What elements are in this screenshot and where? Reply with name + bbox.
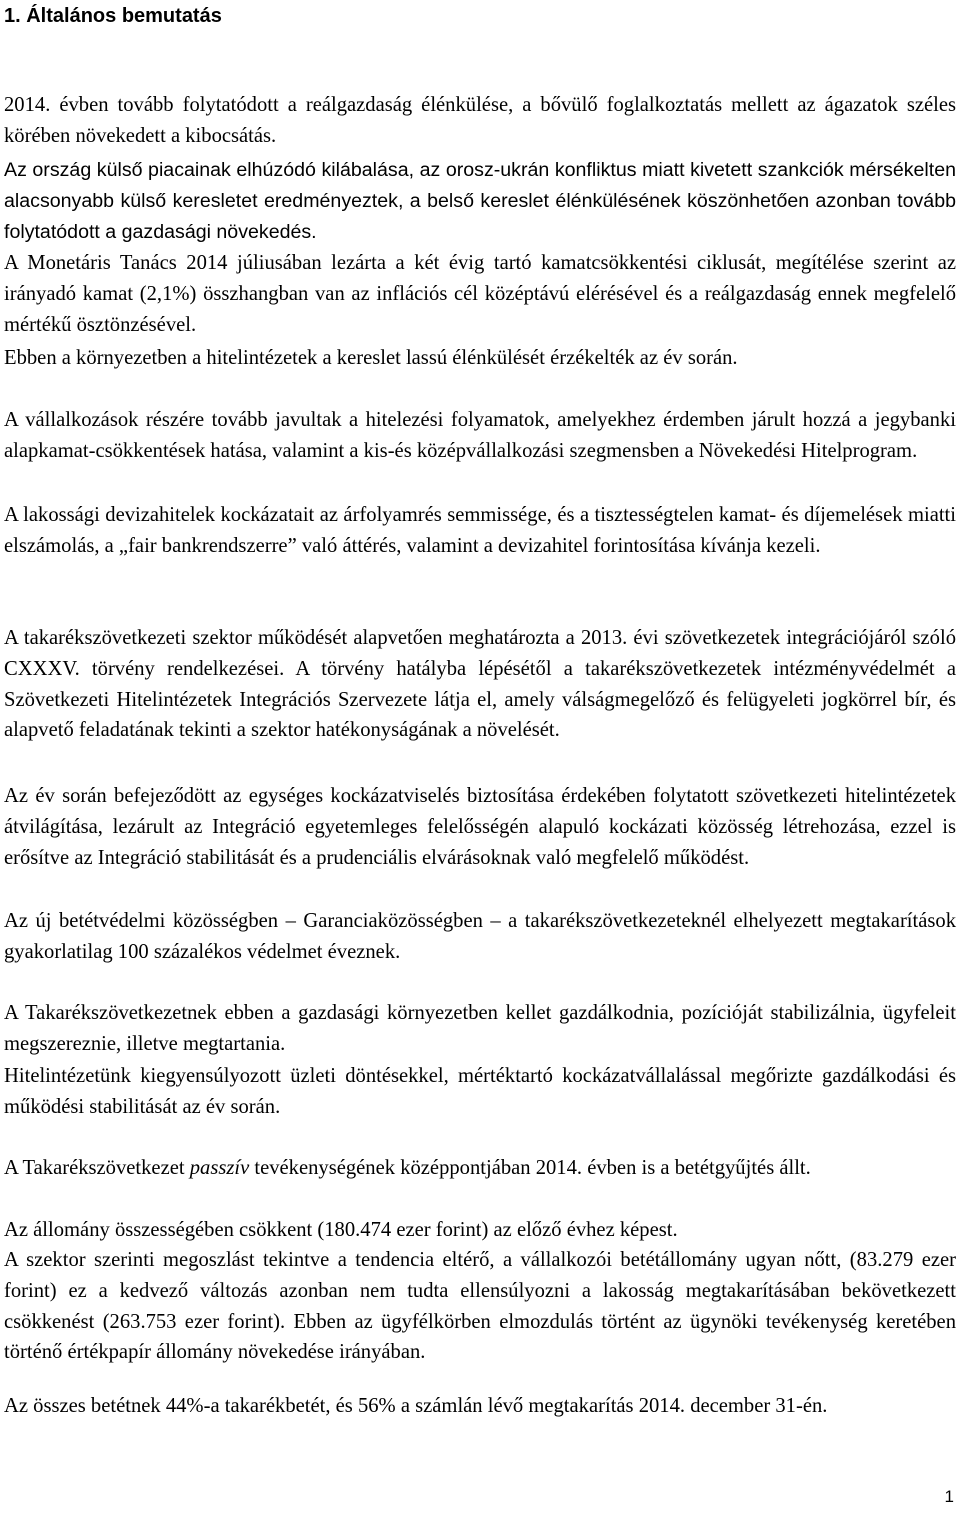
paragraph-economy-growth: 2014. évben tovább folytatódott a reálgazdaság élénkülése, a bővülő foglalkoztatás mellett az ágazatok széles körében növekedett a kibocsátás. [4, 94, 956, 147]
paragraph-corporate-lending: A vállalkozások részére tovább javultak a hitelezési folyamatok, amelyekhez érdemben járult hozzá a jegybanki alapkamat-csökkentések hatása, valamint a kis-és középvállalkozási szegmensben a Növekedési Hitelprogram. [4, 409, 956, 462]
paragraph-total-decrease: Az állomány összességében csökkent (180.474 ezer forint) az előző évhez képest. [4, 1219, 678, 1241]
passive-text-before: A Takarékszövetkezet [4, 1157, 190, 1179]
paragraph-passive-activity [4, 1153, 956, 1184]
paragraph-sector-distribution: A szektor szerinti megoszlást tekintve a tendencia eltérő, a vállalkozói betétállomány ugyan nőtt, (83.279 ezer forint) ez a kedvező változás azonban nem tudta ellensúlyozni a lakosság megtakarításában bekövetkezett csökkenést (263.753 ezer forint). Ebben az ügyfélkörben elmozdulás történt az ügynöki tevékenység keretében történő értékpapír állomány növekedése irányában. [4, 1249, 956, 1364]
paragraph-deposit-split: Az összes betétnek 44%-a takarékbetét, és 56% a számlán lévő megtakarítás 2014. december 31-én. [4, 1395, 828, 1417]
paragraph-deposit-protection: Az új betétvédelmi közösségben – Garanciaközösségben – a takarékszövetkezeteknél elhelyezett megtakarítások gyakorlatilag 100 százalékos védelmet éveznek. [4, 910, 956, 963]
section-title: 1. Általános bemutatás [4, 5, 222, 27]
paragraph-credit-demand: Ebben a környezetben a hitelintézetek a kereslet lassú élénkülését érzékelték az év során. [4, 347, 738, 369]
passive-emphasis: passzív [189, 1157, 250, 1179]
paragraph-fx-loans: A lakossági devizahitelek kockázatait az árfolyamrés semmissége, és a tisztességtelen kamat- és díjemelések miatti elszámolás, a „fair bankrendszerre” való áttérés, valamint a devizahitel forintosítása kívánja kezeli. [4, 504, 956, 557]
paragraph-external-markets: Az ország külső piacainak elhúzódó kilábalása, az orosz-ukrán konfliktus miatt kivetett szankciók mérsékelten alacsonyabb külső keresletet eredményeztek, a belső kereslet élénkülésének köszönhetően azonban tovább folytatódott a gazdasági növekedés. [4, 159, 956, 243]
paragraph-cooperative-environment: A Takarékszövetkezetnek ebben a gazdasági környezetben kellet gazdálkodnia, pozícióját stabilizálnia, ügyfeleit megszereznie, illetve megtartania. [4, 1002, 956, 1055]
page-number: 1 [944, 1487, 954, 1506]
paragraph-monetary-council: A Monetáris Tanács 2014 júliusában lezárta a két évig tartó kamatcsökkentési ciklusát, megítélése szerint az irányadó kamat (2,1%) összhangban van az inflációs cél középtávú elérésével és a reálgazdaság ennek megfelelő mértékű ösztönzésével. [4, 252, 956, 336]
passive-text-after: tevékenységének középpontjában 2014. évben is a betétgyűjtés állt. [249, 1157, 811, 1179]
paragraph-integration: Az év során befejeződött az egységes kockázatviselés biztosítása érdekében folytatott szövetkezeti hitelintézetek átvilágítása, lezárult az Integráció egyetemleges felelősségén alapuló kockázati közösség létrehozása, ezzel is erősítve az Integráció stabilitását és a prudenciális elvárásoknak való megfelelő működést. [4, 785, 956, 869]
paragraph-savings-sector: A takarékszövetkezeti szektor működését alapvetően meghatározta a 2013. évi szövetkezetek integrációjáról szóló CXXXV. törvény rendelkezései. A törvény hatályba lépésétől a takarékszövetkezetek intézményvédelmét a Szövetkezeti Hitelintézetek Integrációs Szervezete látja el, amely válságmegelőző és felügyeleti jogkörrel bír, és alapvető feladatának tekinti a szektor hatékonyságának a növelését. [4, 627, 956, 742]
paragraph-institution-stability: Hitelintézetünk kiegyensúlyozott üzleti döntésekkel, mértéktartó kockázatvállalással megőrizte gazdálkodási és működési stabilitását az év során. [4, 1065, 956, 1118]
